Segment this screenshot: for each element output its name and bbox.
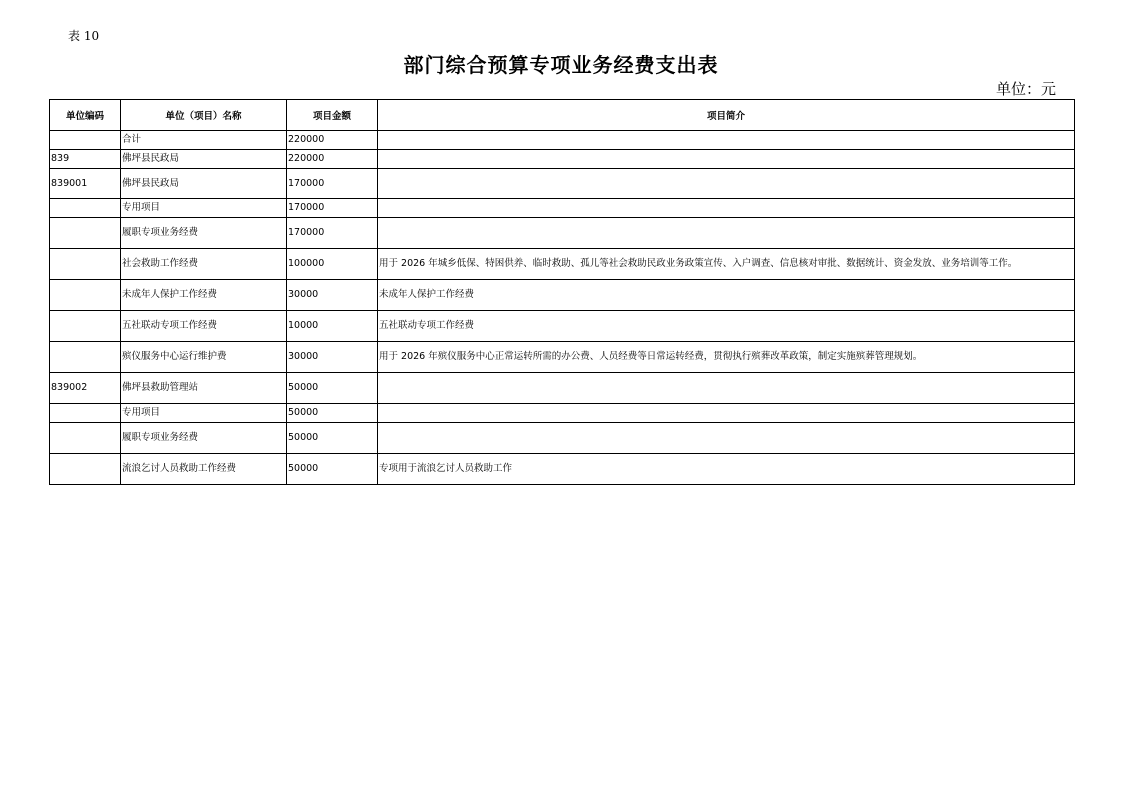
cell-description: [378, 404, 1075, 423]
budget-table: [49, 99, 1075, 485]
cell-amount: 220000: [287, 150, 378, 169]
cell-code: [50, 218, 121, 249]
table-row: [50, 404, 1075, 423]
table-number-label: 表 10: [68, 29, 100, 43]
cell-code: [50, 131, 121, 150]
column-header-description: 项目简介: [378, 100, 1075, 131]
cell-description: 未成年人保护工作经费: [378, 280, 1075, 311]
cell-name: 专用项目: [121, 404, 287, 423]
cell-amount: 220000: [287, 131, 378, 150]
cell-description: 用于 2026 年城乡低保、特困供养、临时救助、孤儿等社会救助民政业务政策宣传、入户调查、信息核对审批、数据统计、资金发放、业务培训等工作。: [378, 249, 1075, 280]
cell-name: 佛坪县民政局: [121, 169, 287, 199]
cell-name: 佛坪县民政局: [121, 150, 287, 169]
cell-code: [50, 454, 121, 485]
cell-code: [50, 404, 121, 423]
cell-description: [378, 150, 1075, 169]
cell-code: 839: [50, 150, 121, 169]
cell-amount: 170000: [287, 169, 378, 199]
cell-amount: 170000: [287, 218, 378, 249]
table-row: [50, 249, 1075, 280]
table-row: [50, 280, 1075, 311]
cell-code: [50, 249, 121, 280]
cell-description: 专项用于流浪乞讨人员救助工作: [378, 454, 1075, 485]
cell-code: 839002: [50, 373, 121, 404]
cell-description: 用于 2026 年殡仪服务中心正常运转所需的办公费、人员经费等日常运转经费，贯彻执行殡葬改革政策，制定实施殡葬管理规划。: [378, 342, 1075, 373]
cell-code: [50, 423, 121, 454]
cell-description: [378, 199, 1075, 218]
cell-amount: 170000: [287, 199, 378, 218]
cell-code: [50, 342, 121, 373]
cell-description: 五社联动专项工作经费: [378, 311, 1075, 342]
cell-amount: 10000: [287, 311, 378, 342]
cell-name: 五社联动专项工作经费: [121, 311, 287, 342]
cell-description: [378, 131, 1075, 150]
table-row: [50, 311, 1075, 342]
cell-code: 839001: [50, 169, 121, 199]
cell-amount: 50000: [287, 404, 378, 423]
cell-name: 履职专项业务经费: [121, 423, 287, 454]
cell-name: 履职专项业务经费: [121, 218, 287, 249]
cell-amount: 100000: [287, 249, 378, 280]
table-row: [50, 218, 1075, 249]
table-row: [50, 150, 1075, 169]
cell-name: 合计: [121, 131, 287, 150]
column-header-code: 单位编码: [50, 100, 121, 131]
cell-description: [378, 218, 1075, 249]
cell-amount: 30000: [287, 280, 378, 311]
cell-code: [50, 311, 121, 342]
cell-amount: 50000: [287, 454, 378, 485]
cell-description: [378, 373, 1075, 404]
table-row: [50, 169, 1075, 199]
table-row: [50, 199, 1075, 218]
unit-label: 单位：元: [995, 80, 1056, 98]
cell-code: [50, 199, 121, 218]
cell-amount: 50000: [287, 423, 378, 454]
column-header-name: 单位（项目）名称: [121, 100, 287, 131]
table-row: [50, 131, 1075, 150]
table-row: [50, 342, 1075, 373]
column-header-amount: 项目金额: [287, 100, 378, 131]
cell-description: [378, 423, 1075, 454]
cell-amount: 50000: [287, 373, 378, 404]
cell-name: 殡仪服务中心运行维护费: [121, 342, 287, 373]
cell-name: 专用项目: [121, 199, 287, 218]
cell-name: 社会救助工作经费: [121, 249, 287, 280]
page-title: 部门综合预算专项业务经费支出表: [403, 53, 719, 77]
cell-amount: 30000: [287, 342, 378, 373]
cell-description: [378, 169, 1075, 199]
table-header-row: [50, 100, 1075, 131]
cell-code: [50, 280, 121, 311]
cell-name: 未成年人保护工作经费: [121, 280, 287, 311]
table-row: [50, 373, 1075, 404]
table-row: [50, 454, 1075, 485]
table-row: [50, 423, 1075, 454]
cell-name: 佛坪县救助管理站: [121, 373, 287, 404]
cell-name: 流浪乞讨人员救助工作经费: [121, 454, 287, 485]
